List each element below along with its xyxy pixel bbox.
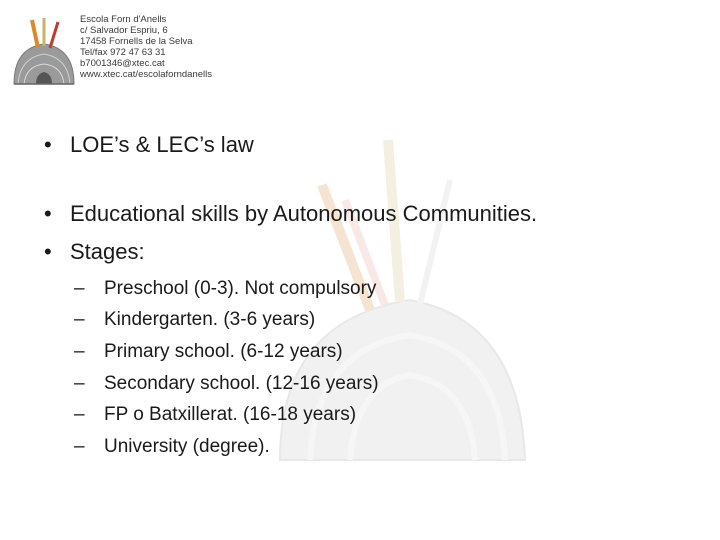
school-logo-icon xyxy=(8,14,80,92)
bullet-mark: • xyxy=(44,132,52,157)
school-address: c/ Salvador Espriu, 6 xyxy=(80,25,168,36)
school-email: b7001346@xtec.cat xyxy=(80,58,165,69)
stage-text: FP o Batxillerat. (16-18 years) xyxy=(104,404,357,425)
dash-mark: – xyxy=(74,404,85,425)
dash-mark: – xyxy=(74,373,85,394)
stage-text: Kindergarten. (3-6 years) xyxy=(104,309,316,330)
stage-text: University (degree). xyxy=(104,436,270,457)
bullet-text-skills: Educational skills by Autonomous Communities. xyxy=(70,201,538,226)
school-city: 17458 Fornells de la Selva xyxy=(80,36,193,47)
school-contact-info xyxy=(80,14,260,80)
stage-text: Preschool (0-3). Not compulsory xyxy=(104,278,377,299)
bullet-mark: • xyxy=(44,239,52,264)
stage-text: Primary school. (6-12 years) xyxy=(104,341,343,362)
school-phone: Tel/fax 972 47 63 31 xyxy=(80,47,166,58)
school-website: www.xtec.cat/escolaforndanells xyxy=(80,69,213,80)
stage-text: Secondary school. (12-16 years) xyxy=(104,373,379,394)
bullet-text-law: LOE’s & LEC’s law xyxy=(70,132,254,157)
school-name: Escola Forn d'Anells xyxy=(80,14,167,25)
dash-mark: – xyxy=(74,341,85,362)
dash-mark: – xyxy=(74,278,85,299)
dash-mark: – xyxy=(74,436,85,457)
dash-mark: – xyxy=(74,309,85,330)
bullet-mark: • xyxy=(44,201,52,226)
bullet-text-stages: Stages: xyxy=(70,239,145,264)
